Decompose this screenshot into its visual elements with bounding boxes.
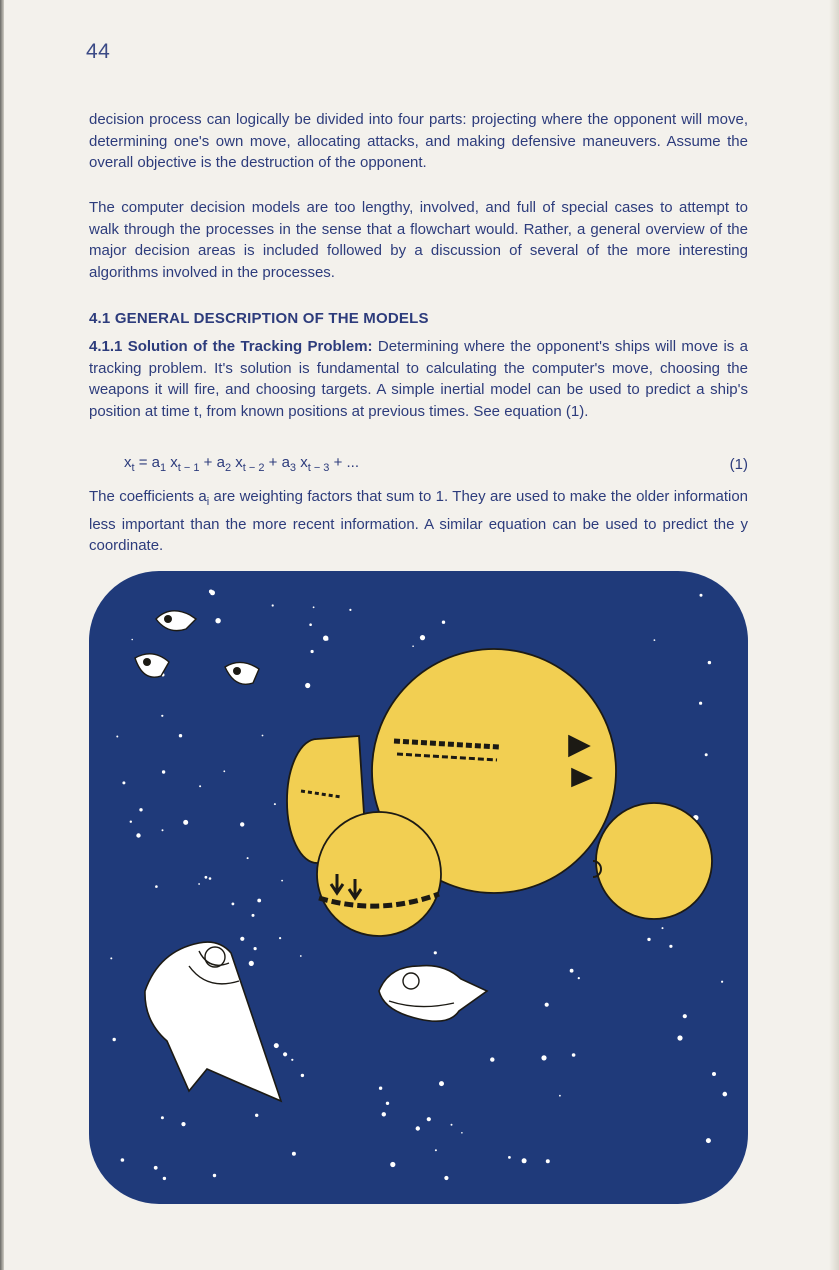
star [163,1177,166,1180]
star [162,770,165,773]
star [382,1112,386,1116]
star [183,820,188,825]
star [712,1072,716,1076]
star [161,715,163,717]
star [420,635,425,640]
star [272,604,274,606]
star [232,903,235,906]
star [154,1166,158,1170]
star [162,829,164,831]
star [390,1162,395,1167]
page-outer-edge [829,0,839,1270]
star [723,1092,728,1097]
star [279,937,281,939]
subsection-heading: 4.1.1 Solution of the Tracking Problem: [89,338,373,355]
star [274,803,276,805]
star [311,650,314,653]
star [136,833,140,837]
star [427,1117,431,1121]
star [179,734,182,737]
star [209,877,212,880]
star [257,899,261,903]
star [490,1057,494,1061]
star [254,947,257,950]
star [522,1158,527,1163]
star [249,961,254,966]
star [240,937,244,941]
star [416,1126,420,1130]
star [252,914,255,917]
star [508,1156,511,1159]
paragraph-3-body: Determining where the opponent's ships will move is a tracking problem. It's solution is fundamental to calculating the computer's move, choosing the weapons it will fire, and choosing targets. A simple inertial model can be used to predict a ship's position at time t, from known positions at previous times. See equation (1). [89,338,748,420]
space-battle-illustration [89,571,748,1204]
star [283,1052,287,1056]
star [349,609,351,611]
star [247,857,249,859]
star [578,977,580,979]
star [255,1114,258,1117]
star [215,618,220,623]
star [181,1122,185,1126]
star [116,736,118,738]
star [708,661,711,664]
star [444,1176,448,1180]
page-binding-edge [0,0,4,1270]
star [546,1159,550,1163]
star [705,753,708,756]
right-pod [596,803,712,919]
star [654,639,656,641]
star [301,1074,304,1077]
illustration-svg [89,571,748,1204]
star [386,1102,389,1105]
star [677,1035,682,1040]
star [699,702,702,705]
star [706,1138,711,1143]
paragraph-3 [89,336,748,422]
star [461,1132,463,1134]
star [199,785,201,787]
star [130,821,132,823]
star [205,876,208,879]
star [669,945,672,948]
star [570,969,574,973]
star [281,880,283,882]
star [292,1152,296,1156]
star [541,1055,546,1060]
star [326,638,328,640]
star [545,1003,549,1007]
star [121,1158,125,1162]
section-heading: 4.1 GENERAL DESCRIPTION OF THE MODELS [89,310,429,327]
equation-1 [124,454,748,474]
star [262,735,264,737]
star [131,639,133,641]
star [700,594,703,597]
star [110,957,112,959]
star [434,951,437,954]
page-number: 44 [86,40,111,63]
star [379,1087,382,1090]
star [721,981,723,983]
equation-number: (1) [729,456,748,473]
star [155,885,158,888]
star [647,938,650,941]
star [161,1116,164,1119]
star [139,808,142,811]
paragraph-4: The coefficients $a_i$ are weighting factors that sum to 1. They are used to make the older information less important than the more recent information. A similar equation can be used to predict the y coordinate. [89,488,749,554]
star [309,623,312,626]
star [113,1038,116,1041]
star [435,1149,437,1151]
star [683,1014,687,1018]
star [213,1174,216,1177]
star [442,621,445,624]
equation-formula: $x_t = a_1$ $x_{t - 1} + a_2$ $x_{t - 2} + a_3$ $x_{t - 3}$ + ... [124,454,360,474]
star [662,927,664,929]
star [300,955,302,957]
star [439,1081,444,1086]
star [291,1059,293,1061]
star [572,1053,576,1057]
paragraph-1: decision process can logically be divided into four parts: projecting where the opponent will move, determining one's own move, allocating attacks, and making defensive maneuvers. Assume the overall objective is the destruction of the opponent. [89,111,748,171]
star [559,1095,561,1097]
paragraph-2: The computer decision models are too lengthy, involved, and full of special cases to attempt to walk through the processes in the sense that a flowchart would. Rather, a general overview of the major decision areas is included followed by a discussion of several of the more interesting algorithms involved in the processes. [89,199,748,281]
star [198,883,200,885]
star [412,645,414,647]
star [210,590,215,595]
star [240,822,244,826]
star [223,770,225,772]
star [274,1043,279,1048]
star [313,606,315,608]
star [122,781,125,784]
star [305,683,310,688]
star [451,1124,453,1126]
